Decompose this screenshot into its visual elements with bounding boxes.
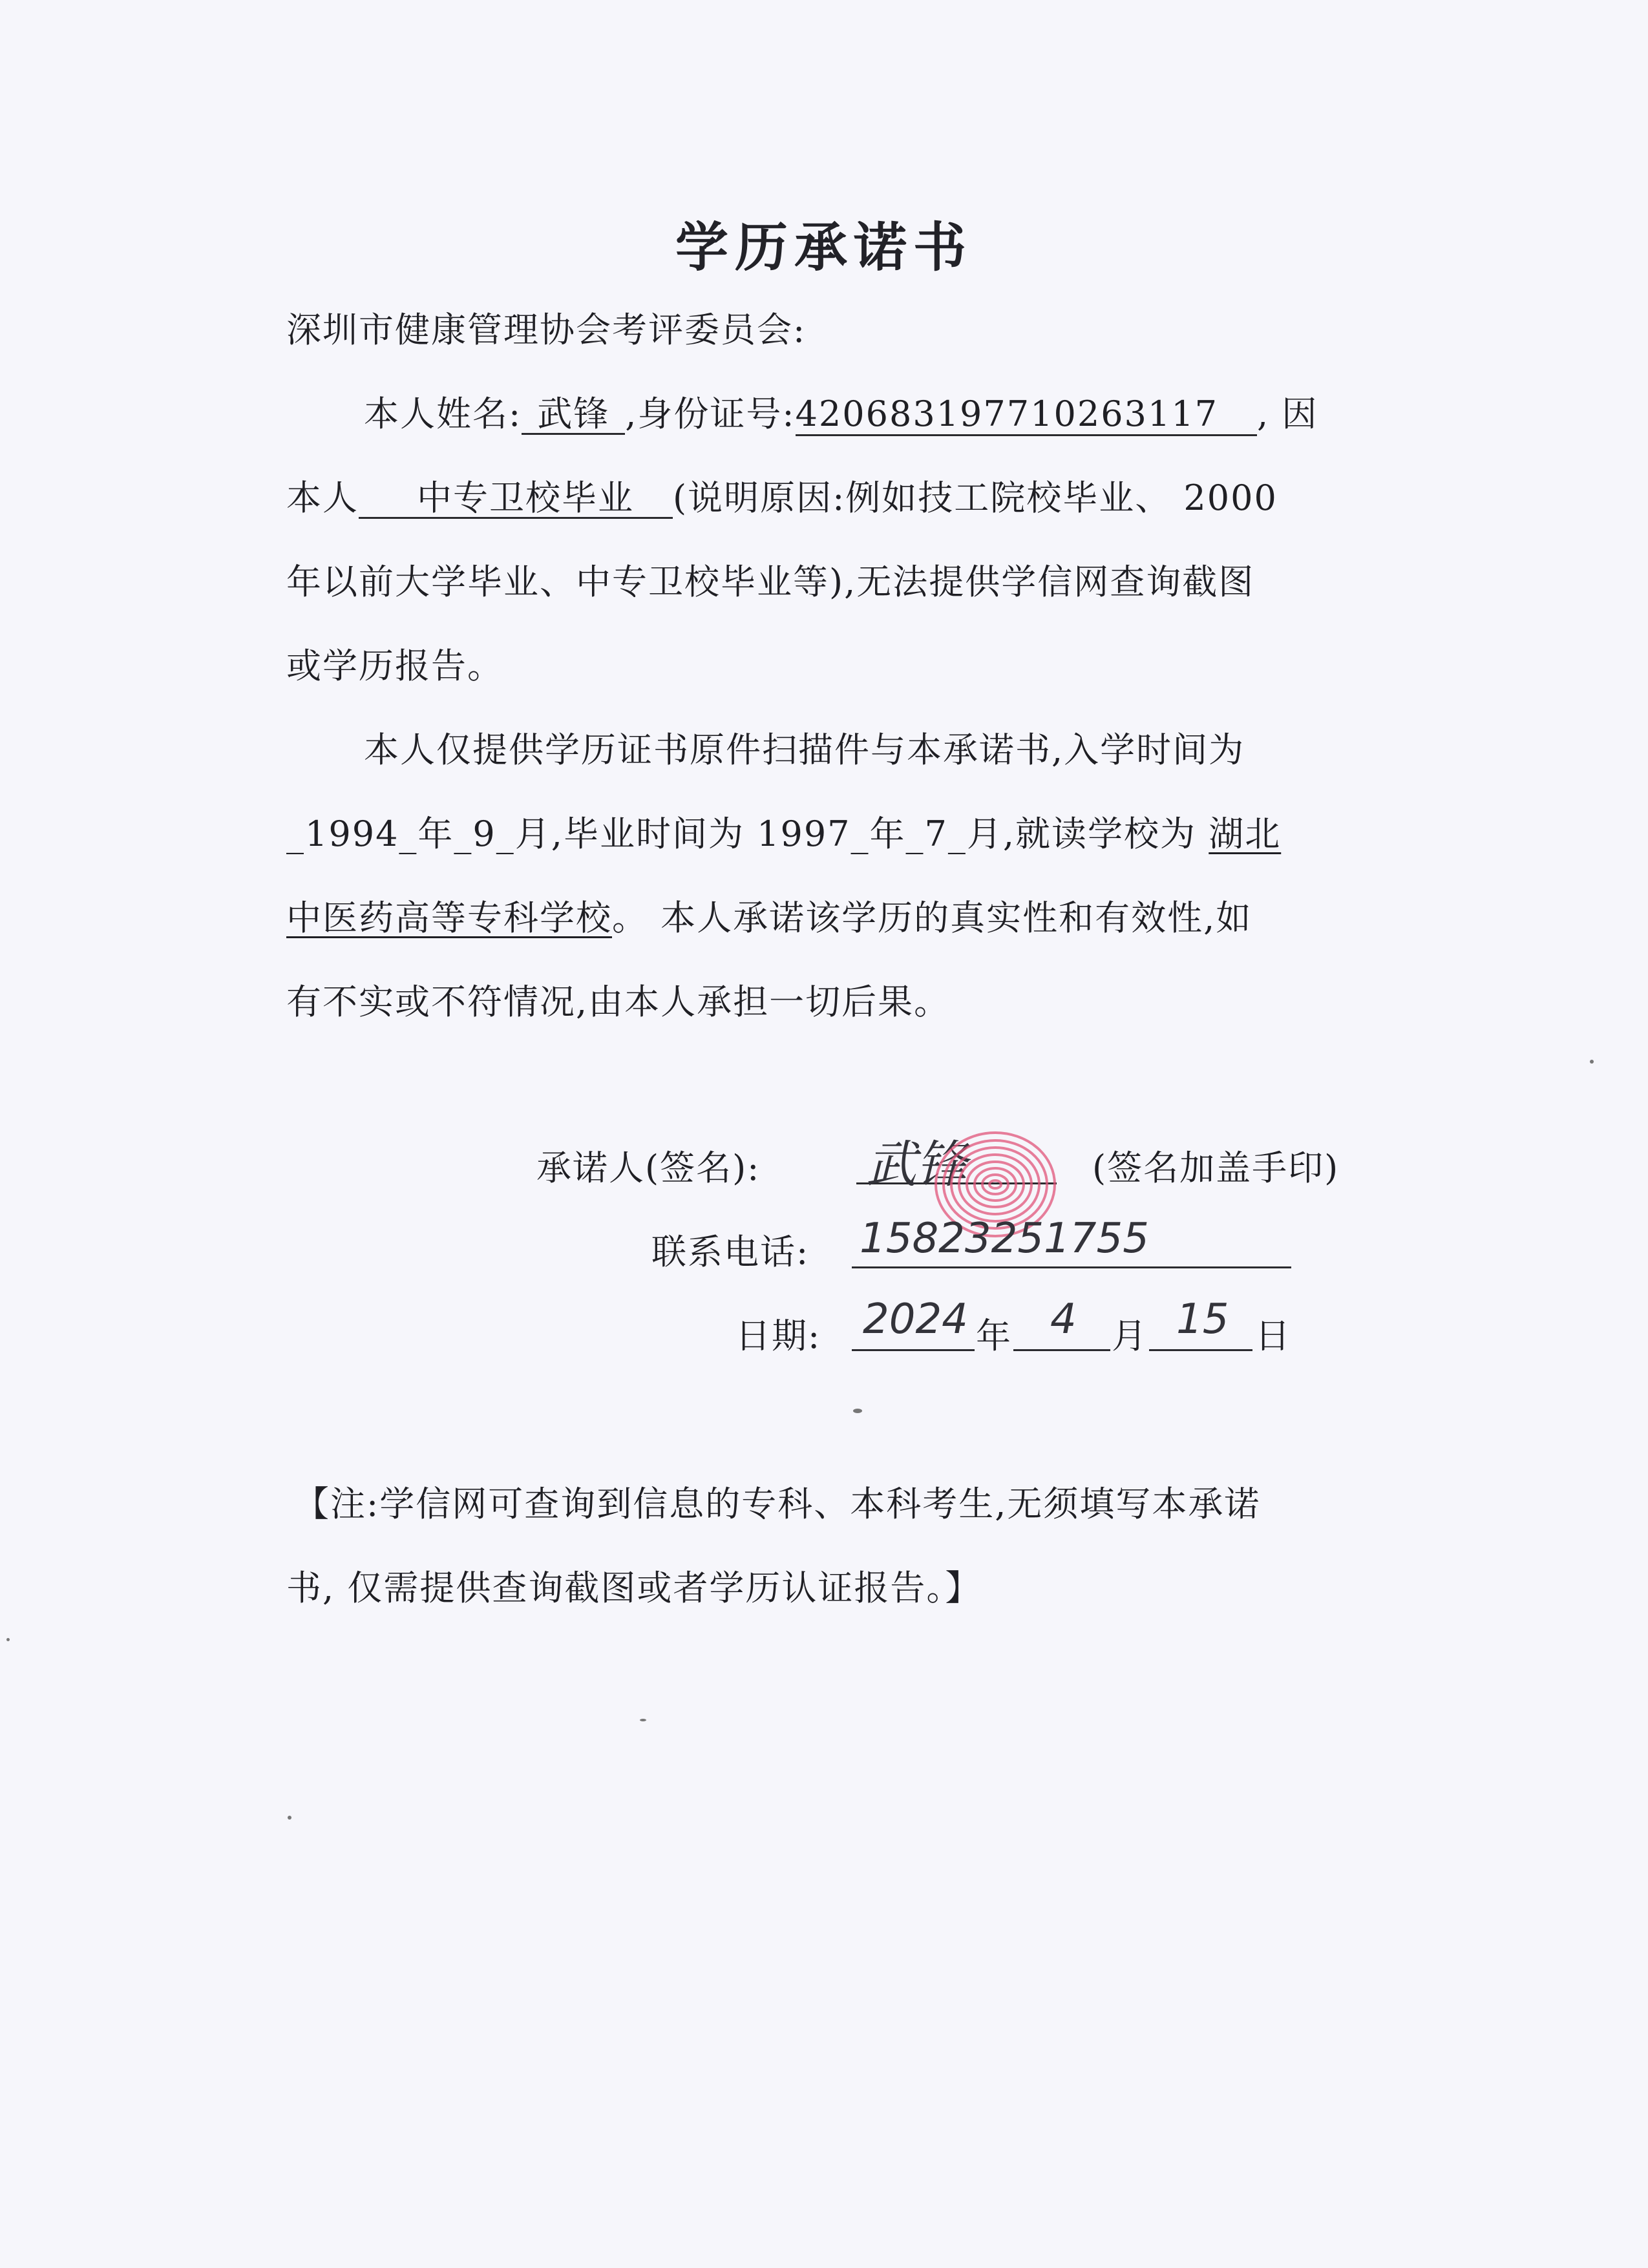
signer-note: (签名加盖手印) [1092,1148,1340,1188]
scan-speck [6,1638,10,1641]
scan-speck [288,1816,291,1820]
day-line [1149,1349,1252,1351]
p2-line3-suffix: 。 本人承诺该学历的真实性和有效性,如 [612,898,1252,938]
handwritten-signature: 武锋 [866,1136,967,1194]
note-line2: 书, 仅需提供查询截图或者学历认证报告。】 [286,1568,982,1608]
handwritten-phone: 15823251755 [860,1215,1149,1263]
id-number: 420683197710263117 [796,395,1257,436]
id-label: ,身份证号: [625,394,796,434]
signer-label: 承诺人(签名): [536,1148,761,1188]
scan-speck [853,1409,862,1413]
handwritten-day: 15 [1176,1296,1229,1343]
reason-explanation: (说明原因:例如技工院校毕业、 2000 [673,478,1278,518]
reason-value: 中专卫校毕业 [359,479,673,519]
handwritten-month: 4 [1050,1296,1077,1343]
study-dates: _1994_年_9_月,毕业时间为 1997_年_7_月,就读学校为 [286,814,1197,854]
year-line [852,1349,975,1351]
p1-line1-suffix: , 因 [1256,394,1318,434]
month-line [1013,1349,1110,1351]
p1-line1 [364,386,1318,436]
p2-line3 [286,890,1252,940]
phone-label: 联系电话: [651,1232,810,1272]
phone-line [852,1266,1291,1268]
p2-line2 [286,806,1281,856]
p2-line1: 本人仅提供学历证书原件扫描件与本承诺书,入学时间为 [364,730,1245,770]
document-title: 学历承诺书 [675,216,973,278]
scan-speck [640,1719,646,1721]
school-name-part2: 中医药高等专科学校 [286,898,612,938]
month-unit: 月 [1112,1316,1148,1356]
name-label: 本人姓名: [364,394,522,434]
p1-line2 [286,470,1278,520]
year-unit: 年 [976,1316,1012,1356]
date-label: 日期: [735,1316,821,1356]
reason-label: 本人 [286,478,359,518]
name-value: 武锋 [522,395,625,435]
p1-line4: 或学历报告。 [286,646,503,686]
scan-speck [1590,1060,1594,1064]
school-name-part1: 湖北 [1209,814,1282,854]
addressee: 深圳市健康管理协会考评委员会: [286,310,807,350]
note-line1: 【注:学信网可查询到信息的专科、本科考生,无须填写本承诺 [294,1484,1261,1524]
p1-line3: 年以前大学毕业、中专卫校毕业等),无法提供学信网查询截图 [286,562,1255,602]
handwritten-year: 2024 [863,1296,968,1343]
day-unit: 日 [1255,1316,1291,1356]
p2-line4: 有不实或不符情况,由本人承担一切后果。 [286,982,951,1022]
